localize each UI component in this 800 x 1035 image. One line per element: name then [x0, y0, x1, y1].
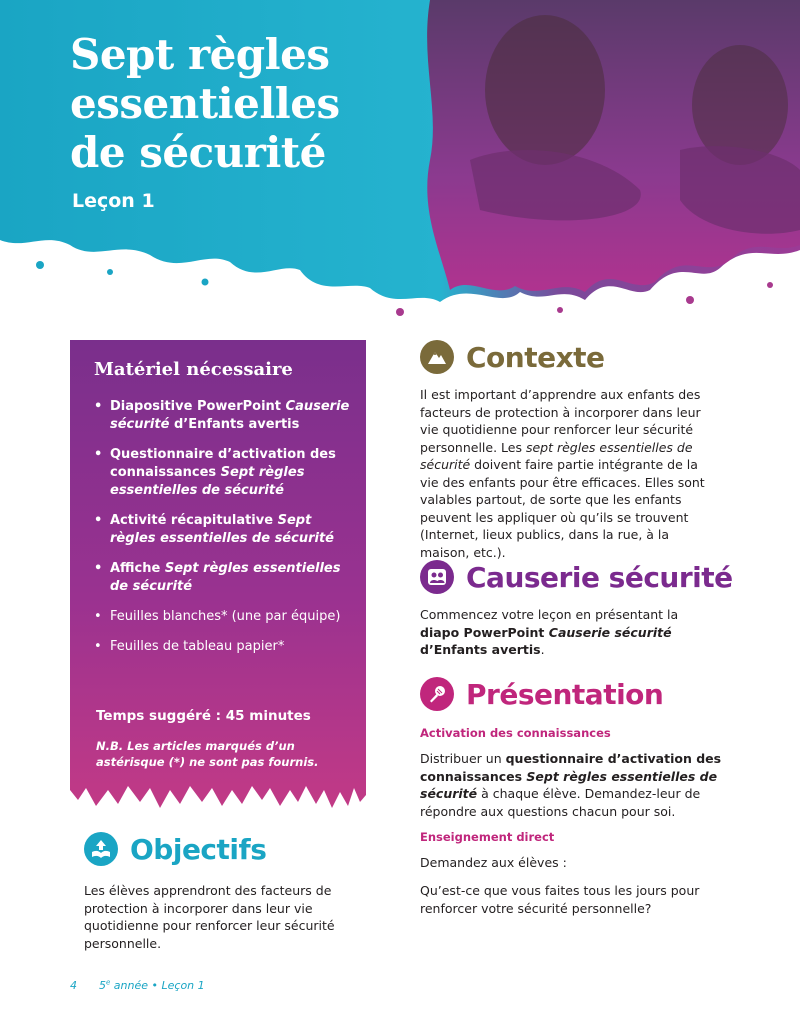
people-icon — [420, 560, 454, 594]
grade-label: 5e année • Leçon 1 — [99, 978, 205, 992]
subheading-enseignement: Enseignement direct — [420, 830, 555, 844]
subheading-activation: Activation des connaissances — [420, 726, 611, 740]
causerie-text: Commencez votre leçon en présentant la diapo PowerPoint Causerie sécurité d’Enfants avertis. — [420, 607, 679, 657]
book-arrow-icon — [84, 832, 118, 866]
page-number: 4 — [70, 978, 77, 992]
presentation-question: Qu’est-ce que vous faites tous les jours pour renforcer votre sécurité personnelle? — [420, 883, 700, 916]
list-item: • Affiche Sept règles essentielles de sécurité — [94, 560, 358, 596]
list-item: • Feuilles blanches* (une par équipe) — [94, 608, 358, 626]
causerie-title: Causerie sécurité — [466, 560, 733, 594]
mountain-icon — [420, 340, 454, 374]
title-line: Sept règles — [70, 30, 330, 79]
contexte-heading — [420, 340, 605, 374]
materials-note: N.B. Les articles marqués d’un astérisque (*) ne sont pas fournis. — [96, 739, 319, 769]
objectifs-text: Les élèves apprendront des facteurs de protection à incorporer dans leur vie quotidienne pour renforcer leur sécurité personnelle. — [84, 883, 335, 951]
objectifs-heading — [84, 832, 266, 866]
contexte-text: Il est important d’apprendre aux enfants des facteurs de protection à incorporer dans leur vie quotidienne pour renforcer leur sécurité personnelle. Les sept règles essentielles de sécurité doivent faire partie intégrante de la vie des enfants pour être efficaces. Elles sont valables partout, de sorte que les enfants peuvent les appliquer où qu’ils se trouvent (Internet, lieux publics, dans la rue, à la maison, etc.). — [420, 387, 705, 560]
materials-heading: Matériel nécessaire — [94, 359, 293, 380]
title-line: de sécurité — [70, 128, 326, 177]
microphone-icon — [420, 677, 454, 711]
presentation-heading — [420, 677, 663, 711]
list-item: • Diapositive PowerPoint Causerie sécurité d’Enfants avertis — [94, 398, 358, 434]
materials-panel — [70, 340, 366, 810]
lesson-subtitle: Leçon 1 — [72, 190, 155, 212]
presentation-title: Présentation — [466, 677, 664, 711]
materials-list — [94, 398, 358, 668]
objectifs-title: Objectifs — [130, 832, 267, 866]
list-item: • Activité récapitulative Sept règles essentielles de sécurité — [94, 512, 358, 548]
list-item: • Feuilles de tableau papier* — [94, 638, 358, 656]
contexte-title: Contexte — [466, 340, 605, 374]
page-footer — [70, 978, 205, 992]
presentation-paragraph: Demandez aux élèves : — [420, 855, 567, 870]
list-item: • Questionnaire d’activation des connaissances Sept règles essentielles de sécurité — [94, 446, 358, 500]
page-title — [70, 30, 340, 177]
causerie-heading — [420, 560, 733, 594]
suggested-time: Temps suggéré : 45 minutes — [96, 708, 311, 724]
title-line: essentielles — [70, 79, 340, 128]
presentation-paragraph: Distribuer un questionnaire d’activation des connaissances Sept règles essentielles de sécurité à chaque élève. Demandez-leur de répondre aux questions chacun pour soi. — [420, 751, 722, 819]
